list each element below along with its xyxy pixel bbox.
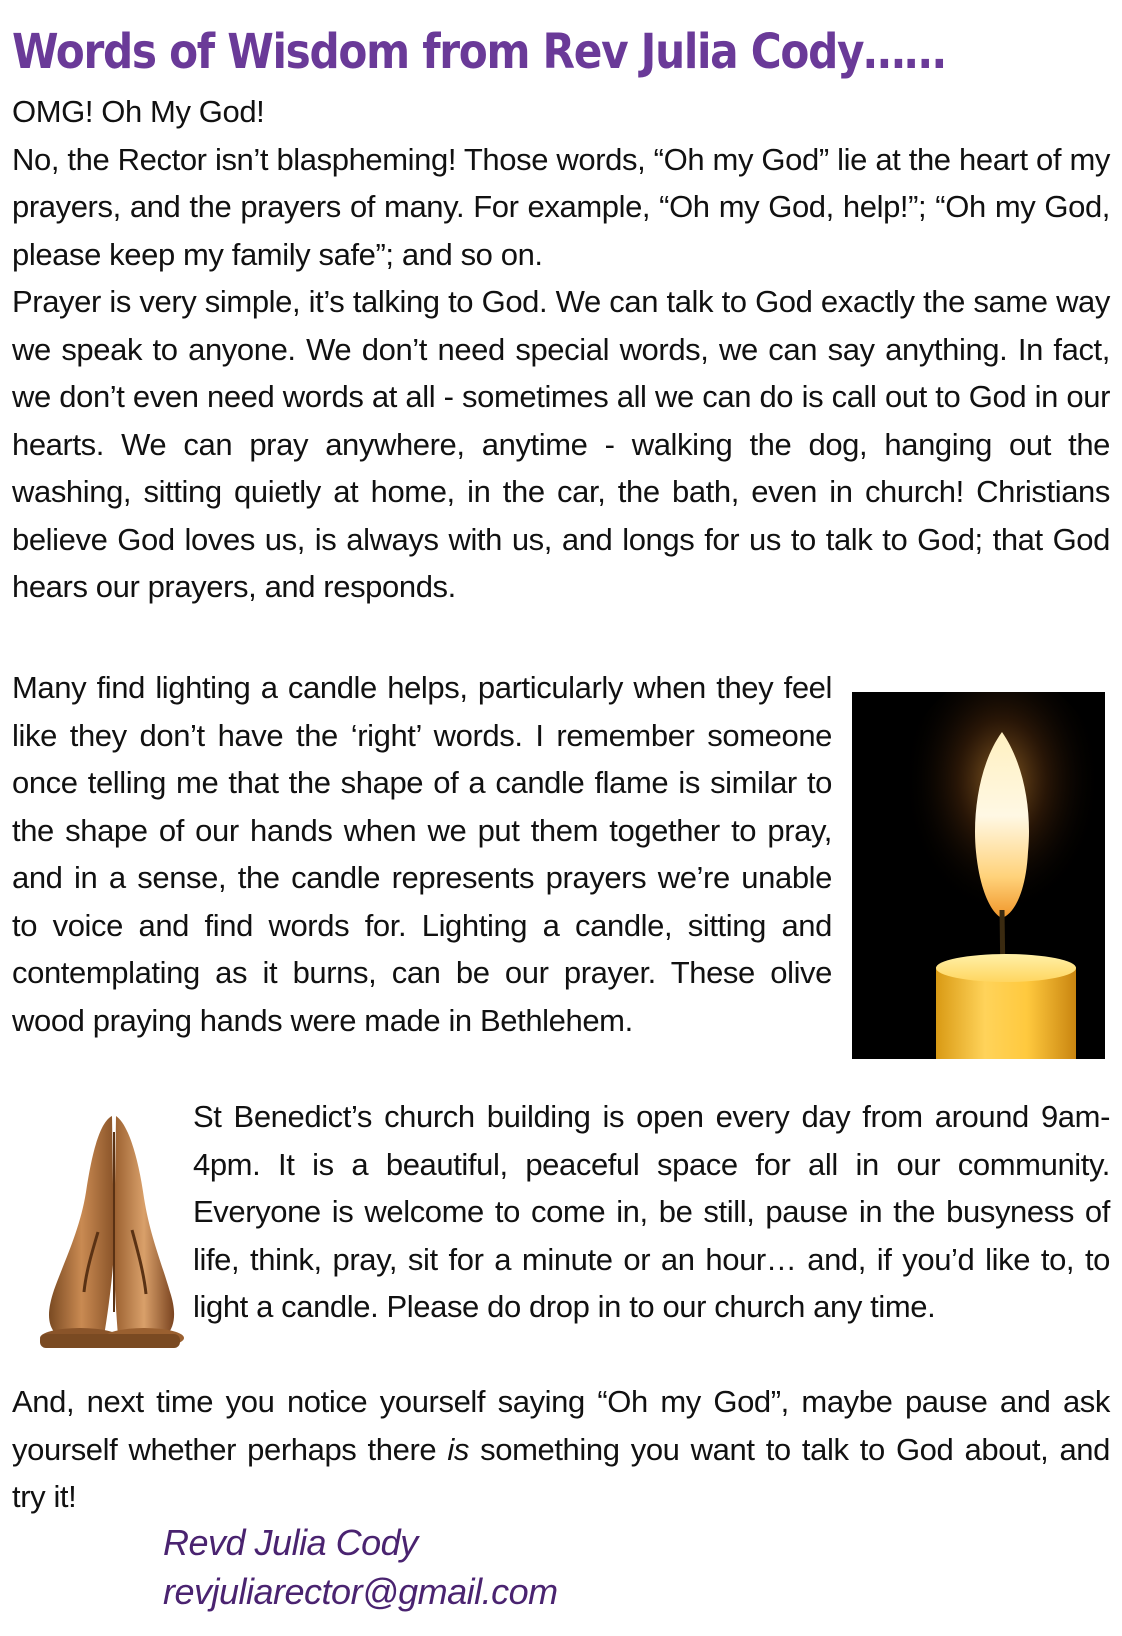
- intro-heading-line: OMG! Oh My God!: [12, 94, 265, 129]
- intro-section: [12, 88, 1110, 611]
- signature-name: Revd Julia Cody: [163, 1522, 418, 1563]
- candle-section: [12, 664, 832, 1044]
- signature-block: [163, 1518, 558, 1616]
- closing-emphasis: is: [447, 1431, 469, 1467]
- signature-email: revjuliarector@gmail.com: [163, 1571, 558, 1612]
- candle-paragraph: Many find lighting a candle helps, particularly when they feel like they don’t have the ‘right’ words. I remember someone once telling me that the shape of a candle flame is similar to the shape of our hands when we put them together to pray, and in a sense, the candle represents prayers we’re unable to voice and find words for. Lighting a candle, sitting and contemplating as it burns, can be our prayer. These olive wood praying hands were made in Bethlehem.: [12, 670, 832, 1038]
- closing-paragraph: [12, 1378, 1110, 1521]
- candle-image: [852, 692, 1105, 1059]
- church-section: [193, 1093, 1110, 1331]
- intro-paragraph-1: No, the Rector isn’t blaspheming! Those words, “Oh my God” lie at the heart of my prayers, and the prayers of many. For example, “Oh my God, help!”; “Oh my God, please keep my family safe”; and so on.: [12, 141, 1110, 272]
- intro-paragraph-2: Prayer is very simple, it’s talking to God. We can talk to God exactly the same way we speak to anyone. We don’t need special words, we can say anything. In fact, we don’t even need words at all - sometimes all we can do is call out to God in our hearts. We can pray anywhere, anytime - walking the dog, hanging out the washing, sitting quietly at home, in the car, the bath, even in church! Christians believe God loves us, is always with us, and longs for us to talk to God; that God hears our prayers, and responds.: [12, 284, 1110, 604]
- closing-section: [12, 1378, 1110, 1521]
- page-title: Words of Wisdom from Rev Julia Cody……: [12, 24, 946, 80]
- praying-hands-image: [34, 1112, 186, 1352]
- closing-text-after: something you want to talk to God about, and try it!: [12, 1431, 1110, 1514]
- closing-text-before: And, next time you notice yourself saying “Oh my God”, maybe pause and ask yourself whether perhaps there: [12, 1384, 1110, 1467]
- church-paragraph: St Benedict’s church building is open every day from around 9am-4pm. It is a beautiful, peaceful space for all in our community. Everyone is welcome to come in, be still, pause in the busyness of life, think, pray, sit for a minute or an hour… and, if you’d like to, to light a candle. Please do drop in to our church any time.: [193, 1099, 1110, 1324]
